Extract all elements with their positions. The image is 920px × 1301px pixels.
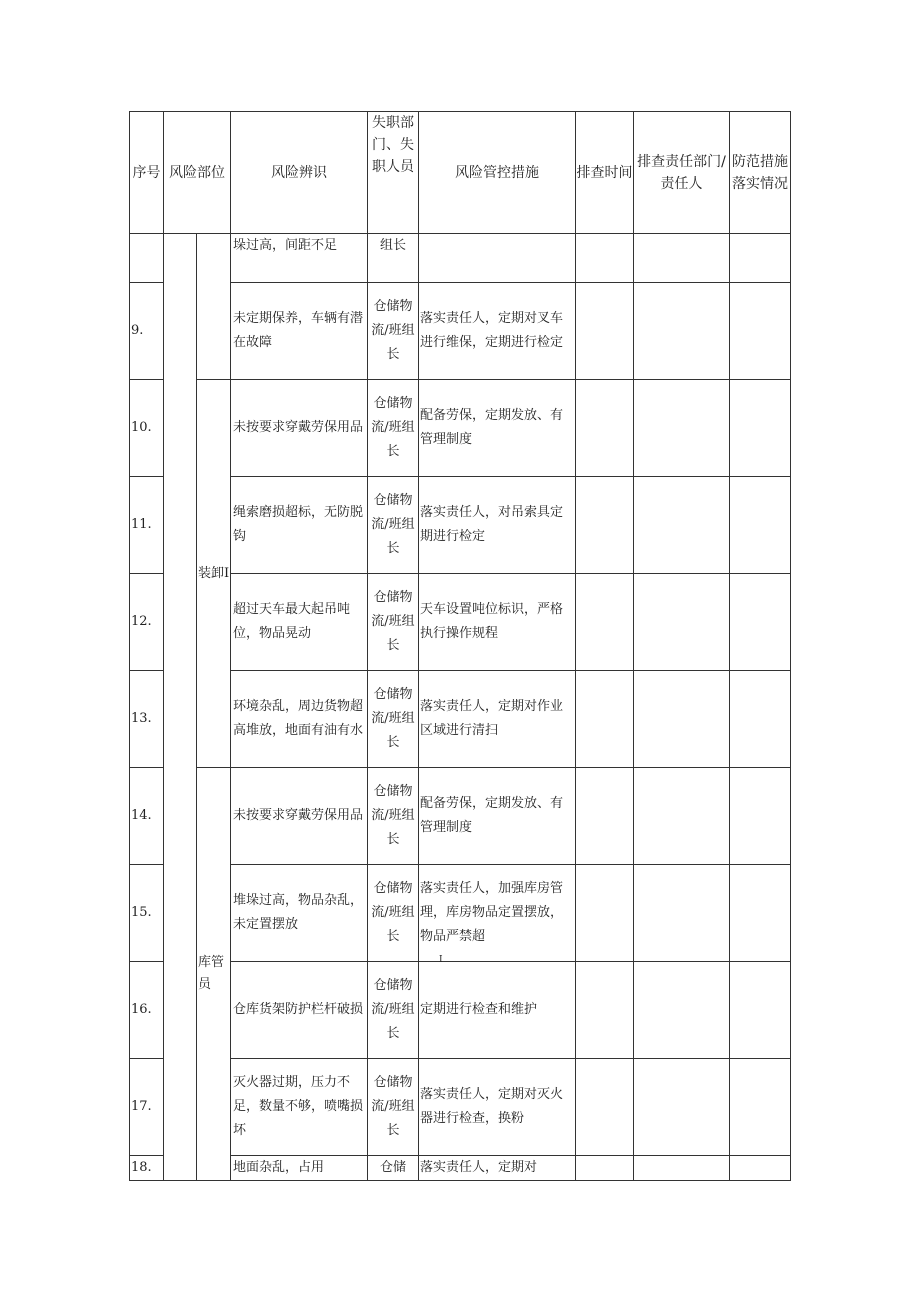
row-dept: 仓储物流/班组长 [368,574,419,671]
row-status [730,574,791,671]
row-risk: 仓库货架防护栏杆破损 [231,962,368,1059]
row-time [576,865,634,962]
table-row [130,234,791,283]
row-seq: 12. [130,574,164,671]
row-time [576,1156,634,1181]
row-time [576,234,634,283]
area-outer-cell [164,234,197,1181]
row-risk: 灭火器过期，压力不足，数量不够，喷嘴损坏 [231,1059,368,1156]
row-measure: 落实责任人，定期对叉车进行维保，定期进行检定 [419,283,576,380]
row-time [576,1059,634,1156]
row-status [730,234,791,283]
row-status [730,380,791,477]
row-status [730,865,791,962]
row-risk: 未按要求穿戴劳保用品 [231,380,368,477]
row-owner [634,283,730,380]
row-seq: 11. [130,477,164,574]
row-risk: 环境杂乱，周边货物超高堆放，地面有油有水 [231,671,368,768]
row-seq: 17. [130,1059,164,1156]
row-seq: 18. [130,1156,164,1181]
row-owner [634,865,730,962]
row-dept: 组长 [368,234,419,283]
header-dept: 失职部门、失职人员 [368,112,419,234]
row-dept: 仓储物流/班组长 [368,671,419,768]
row-seq: 15. [130,865,164,962]
row-dept: 仓储物流/班组长 [368,962,419,1059]
area-warehouse: 库管员 [197,768,231,1181]
row-measure: 定期进行检查和维护 [419,962,576,1059]
row-time [576,768,634,865]
row-owner [634,1059,730,1156]
area-prev-cell [197,234,231,380]
header-status: 防范措施落实情况 [730,112,791,234]
row-time [576,477,634,574]
row-owner [634,380,730,477]
row-seq: 10. [130,380,164,477]
row-owner [634,477,730,574]
row-risk: 地面杂乱，占用 [231,1156,368,1181]
row-status [730,477,791,574]
row-time [576,962,634,1059]
row-dept: 仓储物流/班组长 [368,865,419,962]
table-row [130,768,791,865]
row-status [730,1156,791,1181]
row-dept: 仓储物流/班组长 [368,477,419,574]
row-measure: 配备劳保，定期发放、有管理制度 [419,768,576,865]
row-seq [130,234,164,283]
row-seq: 13. [130,671,164,768]
row-owner [634,671,730,768]
row-risk: 超过天车最大起吊吨位，物品晃动 [231,574,368,671]
row-risk: 未定期保养，车辆有潜在故障 [231,283,368,380]
row-dept: 仓储物流/班组长 [368,380,419,477]
header-measure: 风险管控措施 [419,112,576,234]
row-time [576,380,634,477]
table-row [130,380,791,477]
row-seq: 9. [130,283,164,380]
row-measure [419,234,576,283]
row-seq: 14. [130,768,164,865]
row-risk: 未按要求穿戴劳保用品 [231,768,368,865]
risk-table [129,111,791,1181]
row-time [576,283,634,380]
stray-mark: I [439,955,443,965]
header-area: 风险部位 [164,112,231,234]
row-measure: 落实责任人，定期对 [419,1156,576,1181]
row-owner [634,768,730,865]
row-measure: 落实责任人，加强库房管理，库房物品定置摆放，物品严禁超 [419,865,576,962]
header-seq: 序号 [130,112,164,234]
row-time [576,574,634,671]
row-owner [634,962,730,1059]
row-owner [634,574,730,671]
row-risk: 堆垛过高，物品杂乱，未定置摆放 [231,865,368,962]
row-owner [634,234,730,283]
row-seq: 16. [130,962,164,1059]
row-dept: 仓储 [368,1156,419,1181]
row-time [576,671,634,768]
header-owner: 排查责任部门/责任人 [634,112,730,234]
header-row [130,112,791,234]
row-status [730,962,791,1059]
row-status [730,671,791,768]
row-risk: 垛过高，间距不足 [231,234,368,283]
row-risk: 绳索磨损超标，无防脱钩 [231,477,368,574]
row-measure: 配备劳保，定期发放、有管理制度 [419,380,576,477]
row-dept: 仓储物流/班组长 [368,768,419,865]
row-status [730,768,791,865]
row-measure: 落实责任人，对吊索具定期进行检定 [419,477,576,574]
row-status [730,283,791,380]
header-time: 排查时间 [576,112,634,234]
header-risk: 风险辨识 [231,112,368,234]
row-owner [634,1156,730,1181]
row-measure: 落实责任人，定期对作业区域进行清扫 [419,671,576,768]
row-measure: 落实责任人，定期对灭火器进行检查，换粉 [419,1059,576,1156]
row-dept: 仓储物流/班组长 [368,283,419,380]
area-loading: 装卸I [197,380,231,768]
row-dept: 仓储物流/班组长 [368,1059,419,1156]
row-status [730,1059,791,1156]
row-measure: 天车设置吨位标识，严格执行操作规程 [419,574,576,671]
